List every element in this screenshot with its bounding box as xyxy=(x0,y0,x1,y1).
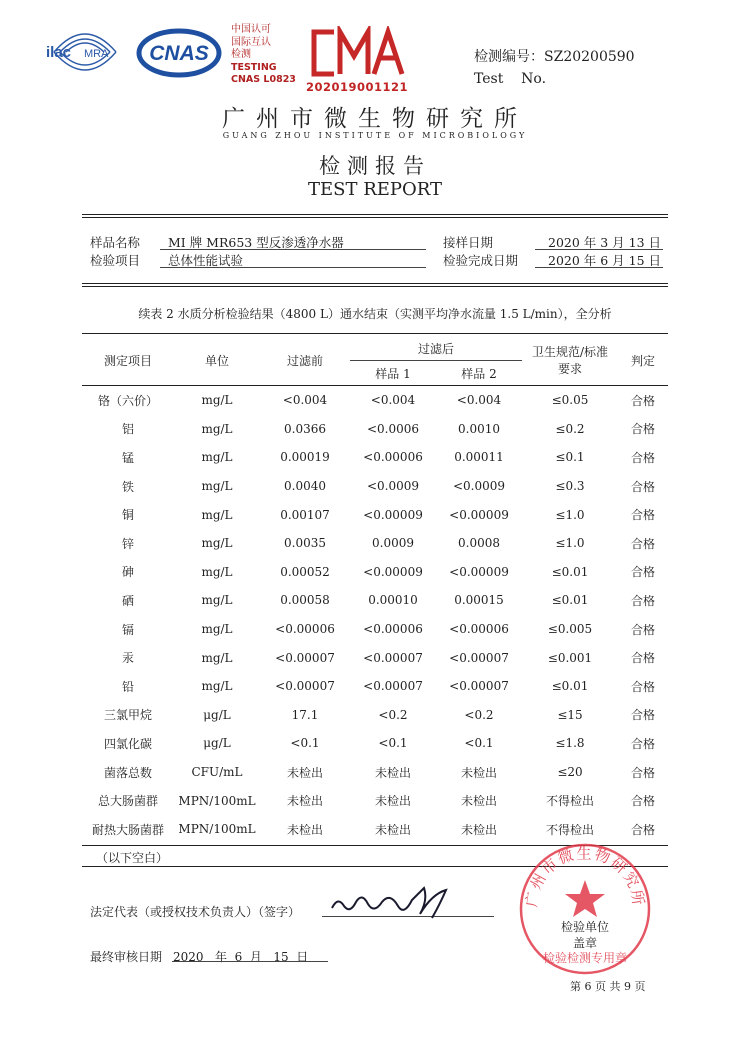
cell-standard: ≤0.3 xyxy=(555,479,585,494)
cell-item: 硒 xyxy=(121,593,134,608)
cell-unit: MPN/100mL xyxy=(178,822,256,837)
cell-verdict: 合格 xyxy=(630,536,655,551)
cma-number: 202019001121 xyxy=(306,80,409,94)
cnas-line: CNAS L0823 xyxy=(231,74,296,85)
cell-verdict: 合格 xyxy=(630,679,655,694)
test-no-label: 检测编号： xyxy=(474,49,544,65)
handwritten-signature xyxy=(328,884,468,924)
table-row xyxy=(82,529,668,558)
institute-name-en: GUANG ZHOU INSTITUTE OF MICROBIOLOGY xyxy=(222,131,528,140)
cell-before: 0.00058 xyxy=(280,593,330,608)
cell-sample2: <0.00009 xyxy=(449,564,509,579)
cell-before: 未检出 xyxy=(286,765,323,780)
cell-before: 17.1 xyxy=(291,707,319,722)
rule-top-2 xyxy=(82,217,668,218)
cell-verdict: 合格 xyxy=(630,651,655,666)
table-row xyxy=(82,415,668,444)
cell-unit: mg/L xyxy=(201,679,233,694)
cell-before: 0.0035 xyxy=(284,536,326,551)
test-number xyxy=(474,46,635,90)
cell-item: 四氯化碳 xyxy=(103,736,152,751)
cell-sample2: 0.0008 xyxy=(458,536,500,551)
report-title-en: TEST REPORT xyxy=(307,179,442,200)
cell-verdict: 合格 xyxy=(630,593,655,608)
cell-item: 锌 xyxy=(121,536,134,551)
cell-sample1: <0.1 xyxy=(378,736,408,751)
official-seal xyxy=(518,842,652,976)
table-caption: 续表 2 水质分析检验结果（4800 L）通水结束（实测平均净水流量 1.5 L/min），全分析 xyxy=(138,307,612,321)
complete-date-value: 2020 年 6 月 15 日 xyxy=(548,253,662,268)
cell-sample1: <0.00009 xyxy=(363,564,423,579)
cell-sample2: 0.00015 xyxy=(454,593,504,608)
cell-item: 铝 xyxy=(121,422,134,437)
cell-standard: ≤0.2 xyxy=(555,421,585,436)
cell-unit: mg/L xyxy=(201,507,233,522)
table-row xyxy=(82,729,668,758)
page-number: 第 6 页 共 9 页 xyxy=(570,980,646,993)
cell-sample1: 0.00010 xyxy=(368,593,418,608)
cell-sample1: 0.0009 xyxy=(372,536,414,551)
underline xyxy=(160,249,426,250)
cell-standard: ≤1.0 xyxy=(555,507,585,522)
cell-verdict: 合格 xyxy=(630,393,655,408)
cell-verdict: 合格 xyxy=(630,422,655,437)
cell-before: <0.1 xyxy=(290,736,320,751)
cell-sample2: 未检出 xyxy=(460,794,497,809)
cell-unit: MPN/100mL xyxy=(178,793,256,808)
cell-item: 铅 xyxy=(121,679,134,694)
cell-item: 铬（六价） xyxy=(97,393,158,408)
cell-sample1: 未检出 xyxy=(374,765,411,780)
cnas-line: 检测 xyxy=(231,49,251,60)
cell-sample2: <0.00006 xyxy=(449,622,509,637)
cell-unit: mg/L xyxy=(201,622,233,637)
cell-before: <0.00007 xyxy=(275,679,335,694)
table-row xyxy=(82,643,668,672)
cnas-line: TESTING xyxy=(231,61,277,73)
cell-unit: CFU/mL xyxy=(191,765,243,780)
cell-item: 铜 xyxy=(121,508,134,523)
cell-item: 镉 xyxy=(121,622,134,637)
cnas-logo xyxy=(136,28,222,78)
cell-before: 未检出 xyxy=(286,822,323,837)
cell-standard: 不得检出 xyxy=(545,794,594,809)
cell-sample1: 未检出 xyxy=(374,822,411,837)
cell-sample2: 0.0010 xyxy=(458,421,500,436)
cell-standard: ≤20 xyxy=(557,765,583,780)
table-row xyxy=(82,701,668,730)
cell-sample1: <0.00007 xyxy=(363,650,423,665)
cell-before: 0.00019 xyxy=(280,450,330,465)
svg-text:CNAS: CNAS xyxy=(149,42,209,65)
svg-text:检验检测专用章: 检验检测专用章 xyxy=(542,951,628,965)
seal-line: 盖章 xyxy=(572,936,597,950)
cell-unit: mg/L xyxy=(201,564,233,579)
cell-standard: ≤1.0 xyxy=(555,536,585,551)
table-row xyxy=(82,672,668,701)
report-title-cn: 检测报告 xyxy=(319,154,431,178)
table-row xyxy=(82,786,668,815)
cell-sample1: <0.00009 xyxy=(363,507,423,522)
cell-unit: μg/L xyxy=(203,707,231,722)
final-date-label: 最终审核日期 xyxy=(90,950,163,964)
header-unit: 单位 xyxy=(174,336,260,386)
cell-standard: ≤15 xyxy=(557,707,583,722)
complete-date-label: 检验完成日期 xyxy=(443,253,519,268)
cell-item: 耐热大肠菌群 xyxy=(91,822,164,837)
header-after: 过滤后 xyxy=(350,336,522,361)
table-row xyxy=(82,386,668,415)
table-row xyxy=(82,758,668,787)
cell-before: 0.0366 xyxy=(284,421,326,436)
test-item-value: 总体性能试验 xyxy=(168,253,244,268)
cell-item: 总大肠菌群 xyxy=(97,794,158,809)
cell-sample2: 未检出 xyxy=(460,765,497,780)
cell-unit: mg/L xyxy=(201,479,233,494)
cell-unit: mg/L xyxy=(201,450,233,465)
cell-item: 砷 xyxy=(121,565,134,580)
cell-sample2: <0.004 xyxy=(456,393,502,408)
svg-text:广州市微生物研究所: 广州市微生物研究所 xyxy=(522,844,648,909)
cell-sample1: <0.0009 xyxy=(366,479,420,494)
cell-sample2: <0.1 xyxy=(464,736,494,751)
underline xyxy=(535,249,663,250)
institute-name-cn: 广州市微生物研究所 xyxy=(222,106,528,132)
table-row xyxy=(82,558,668,587)
test-no-value: SZ20200590 xyxy=(544,49,635,65)
svg-text:MRA: MRA xyxy=(84,48,109,60)
ilac-mra-logo xyxy=(44,22,126,78)
cell-verdict: 合格 xyxy=(630,508,655,523)
cnas-accreditation-text xyxy=(231,24,296,87)
table-row xyxy=(82,443,668,472)
cell-standard: 不得检出 xyxy=(545,822,594,837)
table-row xyxy=(82,586,668,615)
cell-unit: mg/L xyxy=(201,421,233,436)
sample-name-value: MI 牌 MR653 型反渗透净水器 xyxy=(168,235,344,250)
blank-note: （以下空白） xyxy=(96,851,169,865)
table-row xyxy=(82,472,668,501)
cell-before: <0.00006 xyxy=(275,622,335,637)
cell-unit: mg/L xyxy=(201,650,233,665)
header-verdict: 判定 xyxy=(618,336,668,386)
header-before: 过滤前 xyxy=(260,336,350,386)
cell-standard: ≤0.01 xyxy=(551,593,589,608)
signature-label: 法定代表（或授权技术负责人）（签字） xyxy=(90,905,301,919)
cell-standard: ≤0.1 xyxy=(555,450,585,465)
seal-line: 检验单位 xyxy=(560,920,609,934)
cell-sample2: 未检出 xyxy=(460,822,497,837)
results-table xyxy=(82,336,668,844)
cell-verdict: 合格 xyxy=(630,622,655,637)
cell-standard: ≤0.01 xyxy=(551,564,589,579)
table-row xyxy=(82,615,668,644)
table-row xyxy=(82,815,668,844)
cell-item: 汞 xyxy=(121,651,134,666)
cell-item: 铁 xyxy=(121,479,134,494)
cell-unit: μg/L xyxy=(203,736,231,751)
cell-before: 未检出 xyxy=(286,794,323,809)
cell-sample1: <0.00006 xyxy=(363,622,423,637)
cell-before: 0.00052 xyxy=(280,564,330,579)
cell-verdict: 合格 xyxy=(630,736,655,751)
receive-date-value: 2020 年 3 月 13 日 xyxy=(548,235,662,250)
cell-item: 三氯甲烷 xyxy=(103,708,152,723)
cell-sample1: 未检出 xyxy=(374,794,411,809)
cell-sample2: 0.00011 xyxy=(454,450,504,465)
cell-verdict: 合格 xyxy=(630,565,655,580)
cell-verdict: 合格 xyxy=(630,479,655,494)
date-underline xyxy=(172,961,328,962)
cell-verdict: 合格 xyxy=(630,765,655,780)
cell-sample1: <0.2 xyxy=(378,707,408,722)
cell-sample1: <0.0006 xyxy=(366,421,420,436)
cell-verdict: 合格 xyxy=(630,822,655,837)
sample-name-label: 样品名称 xyxy=(90,235,141,250)
cell-unit: mg/L xyxy=(201,393,233,408)
rule-mid-2 xyxy=(82,286,668,287)
cell-sample2: <0.00007 xyxy=(449,650,509,665)
cell-standard: ≤0.01 xyxy=(551,679,589,694)
table-top-rule xyxy=(82,333,668,334)
cell-before: <0.00007 xyxy=(275,650,335,665)
cell-item: 菌落总数 xyxy=(103,765,152,780)
rule-top xyxy=(82,214,668,215)
cell-sample2: <0.00007 xyxy=(449,679,509,694)
cell-verdict: 合格 xyxy=(630,794,655,809)
cell-sample1: <0.00007 xyxy=(363,679,423,694)
underline xyxy=(535,267,663,268)
cell-standard: ≤0.001 xyxy=(547,650,593,665)
header-standard-text: 卫生规范/标准要求 xyxy=(531,344,609,376)
final-date-value: 2020 年 6 月 15 日 xyxy=(173,950,309,964)
table-row xyxy=(82,500,668,529)
cell-verdict: 合格 xyxy=(630,708,655,723)
cell-sample2: <0.2 xyxy=(464,707,494,722)
cell-standard: ≤1.8 xyxy=(555,736,585,751)
header-sample1: 样品 1 xyxy=(350,361,436,386)
cell-standard: ≤0.005 xyxy=(547,622,593,637)
header-standard xyxy=(522,336,618,386)
cell-before: 0.00107 xyxy=(280,507,330,522)
cell-item: 锰 xyxy=(121,450,134,465)
cell-verdict: 合格 xyxy=(630,450,655,465)
rule-mid xyxy=(82,283,668,284)
cell-sample1: <0.004 xyxy=(370,393,416,408)
test-no-en: Test No. xyxy=(474,71,547,87)
header-item: 测定项目 xyxy=(82,336,174,386)
cell-before: 0.0040 xyxy=(284,479,326,494)
header-sample2: 样品 2 xyxy=(436,361,522,386)
receive-date-label: 接样日期 xyxy=(443,235,494,250)
cell-sample2: <0.0009 xyxy=(452,479,506,494)
cell-before: <0.004 xyxy=(282,393,328,408)
seal-label xyxy=(555,919,615,951)
svg-text:ilac: ilac xyxy=(46,44,72,61)
cnas-line: 国际互认 xyxy=(231,36,271,48)
underline xyxy=(160,267,426,268)
cnas-line: 中国认可 xyxy=(231,24,271,35)
cell-sample1: <0.00006 xyxy=(363,450,423,465)
cell-unit: mg/L xyxy=(201,536,233,551)
test-item-label: 检验项目 xyxy=(90,253,141,268)
cell-sample2: <0.00009 xyxy=(449,507,509,522)
cell-standard: ≤0.05 xyxy=(551,393,589,408)
cell-unit: mg/L xyxy=(201,593,233,608)
